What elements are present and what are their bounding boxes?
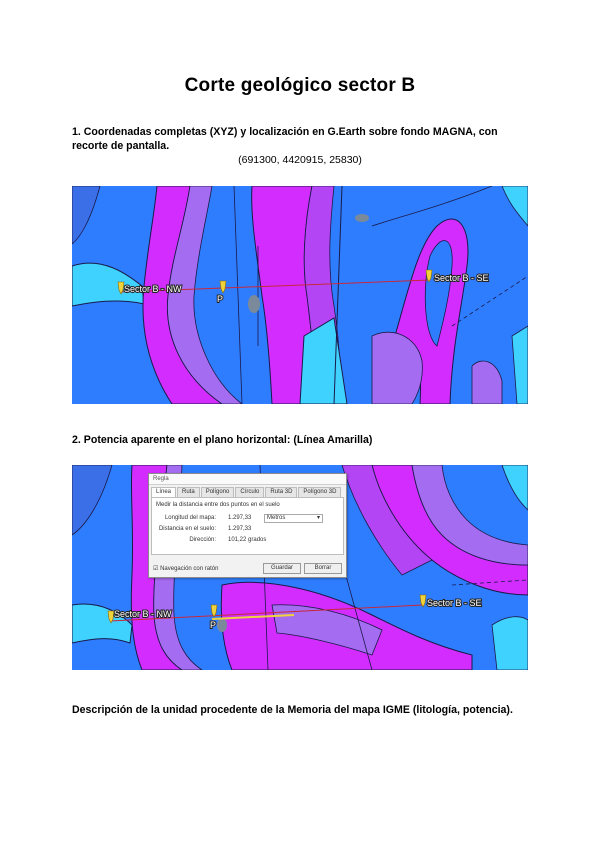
- ruler-dialog[interactable]: [148, 473, 347, 578]
- geologic-map-2[interactable]: [72, 465, 528, 670]
- clear-button[interactable]: Borrar: [304, 563, 342, 574]
- map-length-label: Longitud del mapa:: [164, 515, 216, 521]
- tab-circulo[interactable]: Círculo: [235, 487, 264, 497]
- mouse-navigation-checkbox[interactable]: [153, 565, 218, 572]
- tab-ruta[interactable]: Ruta: [177, 487, 200, 497]
- tab-poligono[interactable]: Polígono: [201, 487, 235, 497]
- page-title: Corte geológico sector B: [184, 75, 416, 96]
- heading-value: 101,22 grados: [228, 537, 267, 543]
- unit-select-value: Metros: [267, 515, 286, 521]
- label-sector-b-nw: Sector B - NW: [124, 284, 182, 294]
- section-1-heading: 1. Coordenadas completas (XYZ) y localización en G.Earth sobre fondo MAGNA, con recorte de pantalla.: [72, 126, 498, 152]
- check-icon: ☑: [153, 566, 159, 572]
- section-2-heading: 2. Potencia aparente en el plano horizontal: (Línea Amarilla): [72, 434, 373, 446]
- unit-select[interactable]: [264, 514, 323, 523]
- unit-description: Descripción de la unidad procedente de la Memoria del mapa IGME (litología, potencia).: [72, 704, 513, 716]
- label-sector-b-se: Sector B - SE: [427, 598, 482, 608]
- ruler-dialog-title: Regla: [149, 474, 346, 485]
- chevron-down-icon: ▾: [316, 515, 320, 521]
- ruler-panel: [151, 497, 344, 555]
- tab-poligono-3d[interactable]: Polígono 3D: [298, 487, 341, 497]
- ground-length-value: 1.297,33: [228, 526, 252, 532]
- label-p: P: [210, 620, 217, 630]
- save-button[interactable]: Guardar: [263, 563, 301, 574]
- ruler-instruction: Medir la distancia entre dos puntos en el suelo: [156, 502, 280, 508]
- label-p: P: [217, 294, 224, 304]
- map-length-value: 1.297,33: [228, 515, 252, 521]
- geologic-map-1[interactable]: [72, 186, 528, 404]
- heading-label: Dirección:: [189, 537, 216, 543]
- map-1-canvas: [72, 186, 528, 404]
- tab-ruta-3d[interactable]: Ruta 3D: [265, 487, 297, 497]
- label-sector-b-se: Sector B - SE: [434, 273, 489, 283]
- mouse-navigation-label: Navegación con ratón: [160, 566, 219, 572]
- label-sector-b-nw: Sector B - NW: [114, 609, 172, 619]
- ruler-tabs: [149, 485, 346, 497]
- coordinates-text: (691300, 4420915, 25830): [238, 154, 362, 166]
- ruler-footer: [151, 563, 344, 574]
- tab-linea[interactable]: Línea: [151, 487, 176, 497]
- ground-length-label: Distancia en el suelo:: [158, 526, 216, 532]
